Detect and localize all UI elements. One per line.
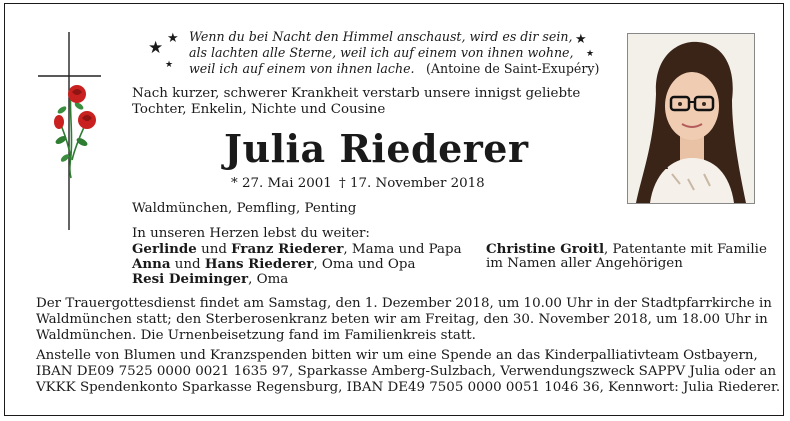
portrait-illustration (628, 34, 754, 203)
intro-line-2: Tochter, Enkelin, Nichte und Cousine (132, 102, 386, 117)
mourner-line-1: Gerlinde und Franz Riederer, Mama und Papa (132, 241, 462, 257)
star-icon: ★ (167, 31, 179, 46)
star-icon: ★ (586, 49, 595, 59)
mourner-right-line-1: Christine Groitl, Patentante mit Familie (486, 241, 767, 257)
donation-line-1: Anstelle von Blumen und Kranzspenden bitten wir um eine Spende an das Kinderpalliativteam Ostbayern, (36, 348, 758, 363)
birth-date: * 27. Mai 2001 (231, 176, 332, 191)
poem-author: (Antoine de Saint-Exupéry) (426, 61, 600, 76)
service-line-1: Der Trauergottesdienst findet am Samstag, den 1. Dezember 2018, um 10.00 Uhr in der Stadtpfarrkirche in (36, 296, 772, 311)
service-line-2: Waldmünchen statt; den Sterberosenkranz beten wir am Freitag, den 30. November 2018, um 18.00 Uhr in (36, 312, 768, 327)
star-icon: ★ (575, 32, 587, 47)
poem-line-2: als lachten alle Sterne, weil ich auf einem von ihnen wohne, (189, 45, 574, 60)
portrait-photo (627, 33, 755, 204)
cross-with-roses-icon (35, 30, 107, 240)
obituary-notice (4, 3, 784, 416)
donation-line-3: VKKK Spendenkonto Sparkasse Regensburg, IBAN DE49 7505 0000 0051 1046 36, Kennwort: Julia Riederer. (36, 380, 781, 395)
deceased-name: Julia Riederer (224, 126, 529, 171)
mourners-heading: In unseren Herzen lebst du weiter: (132, 226, 370, 241)
service-line-3: Waldmünchen. Die Urnenbeisetzung fand im Familienkreis statt. (36, 328, 476, 343)
mourner-line-3: Resi Deiminger, Oma (132, 271, 289, 287)
poem-line-3: weil ich auf einem von ihnen lache. (189, 61, 415, 76)
mourner-right-line-2: im Namen aller Angehörigen (486, 256, 683, 271)
poem-line-1: Wenn du bei Nacht den Himmel anschaust, wird es dir sein, (189, 29, 573, 44)
star-icon: ★ (148, 38, 164, 58)
death-date: † 17. November 2018 (339, 176, 485, 191)
star-icon: ★ (165, 60, 174, 70)
places: Waldmünchen, Pemfling, Penting (132, 201, 357, 216)
donation-line-2: IBAN DE09 7525 0000 0021 1635 97, Sparkasse Amberg-Sulzbach, Verwendungszweck SAPPV Julia oder an (36, 364, 777, 379)
mourner-line-2: Anna und Hans Riederer, Oma und Opa (132, 256, 416, 272)
intro-line-1: Nach kurzer, schwerer Krankheit verstarb unsere innigst geliebte (132, 86, 581, 101)
